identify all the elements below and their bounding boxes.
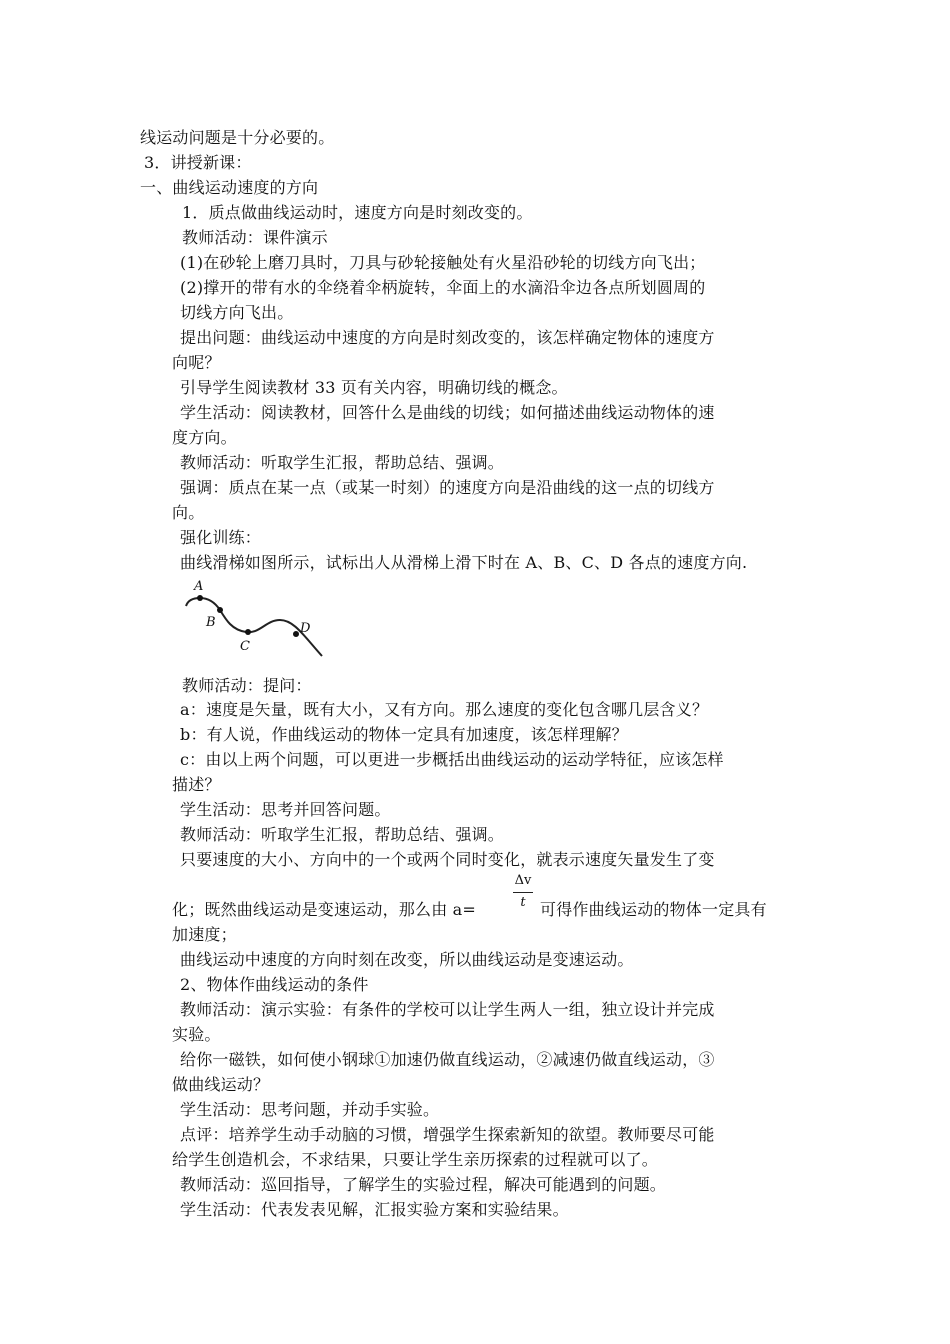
curved-slide-figure bbox=[176, 576, 326, 660]
text-line: a：速度是矢量，既有大小，又有方向。那么速度的变化包含哪几层含义？ bbox=[180, 700, 709, 719]
text-line: 教师活动：听取学生汇报，帮助总结、强调。 bbox=[180, 453, 505, 472]
text-line: 描述？ bbox=[172, 775, 221, 794]
text-line: 切线方向飞出。 bbox=[180, 303, 294, 322]
text-line: 1．质点做曲线运动时，速度方向是时刻改变的。 bbox=[182, 203, 533, 222]
text-line: 向。 bbox=[172, 503, 205, 522]
text-line: 教师活动：演示实验：有条件的学校可以让学生两人一组，独立设计并完成 bbox=[180, 1000, 715, 1019]
text-line: 实验。 bbox=[172, 1025, 221, 1044]
point-b-dot bbox=[217, 607, 223, 613]
point-d-label: D bbox=[300, 621, 311, 636]
text-line: 可得作曲线运动的物体一定具有 bbox=[540, 900, 767, 919]
text-line: 给你一磁铁，如何使小钢球①加速仍做直线运动，②减速仍做直线运动，③ bbox=[180, 1050, 715, 1069]
section-heading: 一、曲线运动速度的方向 bbox=[140, 178, 319, 197]
point-d-dot bbox=[293, 631, 299, 637]
text-line: 学生活动：思考问题，并动手实验。 bbox=[180, 1100, 440, 1119]
text-line: 度方向。 bbox=[172, 428, 237, 447]
text-line: 给学生创造机会，不求结果，只要让学生亲历探索的过程就可以了。 bbox=[172, 1150, 659, 1169]
text-line: 线运动问题是十分必要的。 bbox=[140, 128, 335, 147]
text-line: 教师活动：课件演示 bbox=[182, 228, 328, 247]
text-line: 3．讲授新课： bbox=[144, 153, 252, 172]
fraction-numerator: Δv bbox=[514, 873, 532, 888]
fraction-bar bbox=[513, 892, 533, 893]
section-heading: 2、物体作曲线运动的条件 bbox=[180, 975, 369, 994]
fraction-denominator: t bbox=[520, 895, 526, 910]
point-a-label: A bbox=[194, 579, 204, 594]
text-line: 学生活动：阅读教材，回答什么是曲线的切线；如何描述曲线运动物体的速 bbox=[180, 403, 715, 422]
text-line: 做曲线运动？ bbox=[172, 1075, 270, 1094]
delta-v-over-t-fraction bbox=[512, 872, 534, 912]
text-line: 化；既然曲线运动是变速运动，那么由 a= bbox=[172, 900, 477, 919]
point-c-dot bbox=[245, 629, 251, 635]
point-c-label: C bbox=[240, 639, 250, 654]
text-line: 曲线运动中速度的方向时刻在改变，所以曲线运动是变速运动。 bbox=[180, 950, 634, 969]
text-line: 学生活动：代表发表见解，汇报实验方案和实验结果。 bbox=[180, 1200, 569, 1219]
point-a-dot bbox=[197, 595, 203, 601]
text-line: 教师活动：听取学生汇报，帮助总结、强调。 bbox=[180, 825, 505, 844]
text-line: 引导学生阅读教材 33 页有关内容，明确切线的概念。 bbox=[180, 378, 568, 397]
text-line: (1)在砂轮上磨刀具时，刀具与砂轮接触处有火星沿砂轮的切线方向飞出； bbox=[180, 253, 706, 272]
text-line: 教师活动：巡回指导，了解学生的实验过程，解决可能遇到的问题。 bbox=[180, 1175, 667, 1194]
text-line: 向呢？ bbox=[172, 353, 221, 372]
text-line: 学生活动：思考并回答问题。 bbox=[180, 800, 391, 819]
text-line: 强调：质点在某一点（或某一时刻）的速度方向是沿曲线的这一点的切线方 bbox=[180, 478, 715, 497]
text-line: 点评：培养学生动手动脑的习惯，增强学生探索新知的欲望。教师要尽可能 bbox=[180, 1125, 715, 1144]
text-line: 加速度； bbox=[172, 925, 237, 944]
text-line: 只要速度的大小、方向中的一个或两个同时变化，就表示速度矢量发生了变 bbox=[180, 850, 715, 869]
text-line: 教师活动：提问： bbox=[182, 676, 312, 695]
text-line: 曲线滑梯如图所示，试标出人从滑梯上滑下时在 A、B、C、D 各点的速度方向. bbox=[180, 553, 748, 572]
text-line: b：有人说，作曲线运动的物体一定具有加速度，该怎样理解？ bbox=[180, 725, 628, 744]
text-line: 提出问题：曲线运动中速度的方向是时刻改变的，该怎样确定物体的速度方 bbox=[180, 328, 715, 347]
point-b-label: B bbox=[206, 615, 216, 630]
text-line: 强化训练： bbox=[180, 528, 262, 547]
text-line: (2)撑开的带有水的伞绕着伞柄旋转，伞面上的水滴沿伞边各点所划圆周的 bbox=[180, 278, 706, 297]
text-line: c：由以上两个问题，可以更进一步概括出曲线运动的运动学特征，应该怎样 bbox=[180, 750, 724, 769]
